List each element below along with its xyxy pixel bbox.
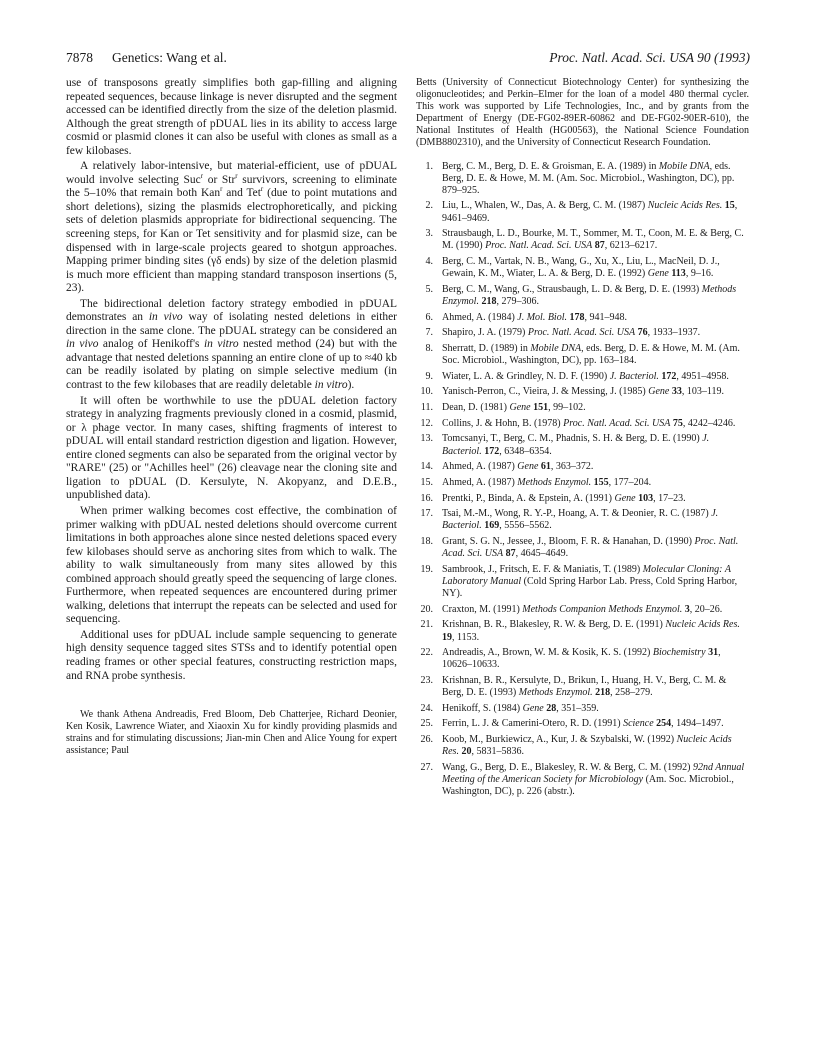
reference-item: 10. Yanisch-Perron, C., Vieira, J. & Messing, J. (1985) Gene 33, 103–119. [420,386,724,398]
reference-item: 6. Ahmed, A. (1984) J. Mol. Biol. 178, 941–948. [425,311,627,323]
reference-item: 1. Berg, C. M., Berg, D. E. & Groisman, E. A. (1989) in Mobile DNA, eds. Berg, D. E. & Howe, M. M. (Am. Soc. Microbiol., Washington, DC), pp. 879–925. [425,160,735,196]
page-header [66,50,750,68]
paragraph-screening: A relatively labor-intensive, but material-efficient, use of pDUAL would involve selecting Suc$^r$ or Str$^r$ survivors, screening to eliminate the 5–10% that remain both Kan$^r$ and Tet$^r$ (due to point mutations and short deletions), sizing the plasmids electrophoretically, and picking sets of deletion plasmids appropriate for bidirectional sequencing. The screening steps, for Kan or Tet sensitivity and for plasmid size, can be dispensed with in large-scale projects geared to shotgun approaches. Mapping primer binding sites (γδ ends) by size of the deletion plasmid is much more efficient than mapping standard transposon insertions (5, 23). [66,160,398,295]
reference-item: 2. Liu, L., Whalen, W., Das, A. & Berg, C. M. (1987) Nucleic Acids Res. 15, 9461–9469. [425,200,738,224]
paragraph-additional-uses: Additional uses for pDUAL include sample sequencing to generate high density sequence tagged sites STSs and to identify potential open reading frames or other special features, constructing restriction maps, and RNA probe synthesis. [66,628,397,682]
reference-item: 12. Collins, J. & Hohn, B. (1978) Proc. Natl. Acad. Sci. USA 75, 4242–4246. [420,417,736,429]
reference-item: 26. Koob, M., Burkiewicz, A., Kur, J. & Szybalski, W. (1992) Nucleic Acids Res. 20, 5831–5836. [420,734,732,758]
reference-item: 17. Tsai, M.-M., Wong, R. Y.-P., Hoang, A. T. & Deonier, R. C. (1987) J. Bacteriol. 169, 5556–5562. [420,508,719,532]
reference-list [416,161,749,799]
reference-item: 13. Tomcsanyi, T., Berg, C. M., Phadnis, S. H. & Berg, D. E. (1990) J. Bacteriol. 172, 6348–6354. [420,433,710,457]
left-column [66,77,397,757]
reference-item: 14. Ahmed, A. (1987) Gene 61, 363–372. [420,461,594,473]
paragraph-primer-walking: When primer walking becomes cost effective, the combination of primer walking with pDUAL nested deletions should overcome current limitations in both approaches alone since nested deletions spaced every few kilobases should serve as anchoring sites from which to walk. The ability to walk simultaneously from many sites allowed by this combined approach should greatly speed the sequencing of large clones. Furthermore, when repeated sequences are encountered during primer walking, deletions that interrupt the repeats can be selected and used for sequencing. [66,504,397,626]
reference-item: 15. Ahmed, A. (1987) Methods Enzymol. 155, 177–204. [420,476,652,488]
reference-item: 5. Berg, C. M., Wang, G., Strausbaugh, L. D. & Berg, D. E. (1993) Methods Enzymol. 218, 279–306. [425,283,737,307]
acknowledgments-continued: Betts (University of Connecticut Biotechnology Center) for synthesizing the oligonucleotides; and Perkin–Elmer for the loan of a model 480 thermal cycler. This work was supported by Life Technologies, Inc., and by grants from the Department of Energy (DE-FG02-89ER-60862 and DE-FG02-90ER-610), the National Institutes of Health (HG00563), the National Science Foundation (DMB8802310), and the University of Connecticut Research Foundation. [416,77,749,149]
right-column [416,77,749,802]
reference-item: 22. Andreadis, A., Brown, W. M. & Kosik, K. S. (1992) Biochemistry 31, 10626–10633. [420,647,721,671]
reference-item: 7. Shapiro, J. A. (1979) Proc. Natl. Acad. Sci. USA 76, 1933–1937. [425,327,701,339]
reference-item: 18. Grant, S. G. N., Jessee, J., Bloom, F. R. & Hanahan, D. (1990) Proc. Natl. Acad. Sci. USA 87, 4645–4649. [420,536,739,560]
reference-item: 27. Wang, G., Berg, D. E., Blakesley, R. W. & Berg, C. M. (1992) 92nd Annual Meeting of the American Society for Microbiology (Am. Soc. Microbiol., Washington, DC), p. 226 (abstr.). [420,761,745,798]
reference-item: 25. Ferrin, L. J. & Camerini-Otero, R. D. (1991) Science 254, 1494–1497. [420,718,724,730]
reference-item: 4. Berg, C. M., Vartak, N. B., Wang, G., Xu, X., Liu, L., MacNeil, D. J., Gewain, K. M., Wiater, L. A. & Berg, D. E. (1992) Gene 113, 9–16. [425,256,720,280]
section-title: Genetics: Wang et al. [112,50,227,65]
reference-item: 19. Sambrook, J., Fritsch, E. F. & Maniatis, T. (1989) Molecular Cloning: A Laboratory Manual (Cold Spring Harbor Lab. Press, Cold Spring Harbor, NY). [420,563,738,600]
journal-citation: Proc. Natl. Acad. Sci. USA 90 (1993) [549,50,750,65]
reference-item: 20. Craxton, M. (1991) Methods Companion Methods Enzymol. 3, 20–26. [420,603,723,615]
reference-item: 23. Krishnan, B. R., Kersulyte, D., Brikun, I., Huang, H. V., Berg, C. M. & Berg, D. E. (1993) Methods Enzymol. 218, 258–279. [420,675,727,699]
paragraph-deletion-factory: The bidirectional deletion factory strategy embodied in pDUAL demonstrates an in vivo way of isolating nested deletions in either direction in the same clone. The pDUAL strategy can be considered an in vivo analog of Henikoff's in vitro nested method (24) but with the advantage that nested deletions spanning an entire clone of up to ≈40 kb can be readily isolated by plating on simple selective medium (in contrast to the few kilobases that are readily deletable in vitro). [66,297,397,392]
reference-item: 3. Strausbaugh, L. D., Bourke, M. T., Sommer, M. T., Coon, M. E. & Berg, C. M. (1990) Proc. Natl. Acad. Sci. USA 87, 6213–6217. [425,228,744,252]
reference-item: 11. Dean, D. (1981) Gene 151, 99–102. [420,402,586,414]
reference-item: 8. Sherratt, D. (1989) in Mobile DNA, eds. Berg, D. E. & Howe, M. M. (Am. Soc. Microbiol., Washington, DC), pp. 163–184. [425,342,740,367]
page-number: 7878 [66,50,93,65]
paragraph-transposons: use of transposons greatly simplifies both gap-filling and aligning repeated sequences, because linkage is never disrupted and the segment accessed can be identified directly from the size of the deletion plasmid. Although the great strength of pDUAL lies in its ability to access large cosmid or plasmid clones it can also be useful with clones as small as a few kilobases. [66,77,397,157]
acknowledgments: We thank Athena Andreadis, Fred Bloom, Deb Chatterjee, Richard Deonier, Ken Kosik, Lawrence Wiater, and Xiaoxin Xu for kindly providing plasmids and strains and for stimulating discussions; Jian-min Chen and Alice Young for expert assistance; Paul [66,709,397,757]
reference-item: 9. Wiater, L. A. & Grindley, N. D. F. (1990) J. Bacteriol. 172, 4951–4958. [425,370,729,382]
paragraph-vectors: It will often be worthwhile to use the pDUAL deletion factory strategy in analyzing fragments previously cloned in a cosmid, plasmid, or λ phage vector. In many cases, shifting fragments of interest to pDUAL will entail standard restriction digestion and ligation. However, entire cloned segments can also be separated from the original vector by "RARE" (25) or "Achilles heel" (26) cleavage near the cloning site and ligation to pDUAL (D. Kersulyte, N. Akopyanz, and D.E.B., unpublished data). [66,394,397,502]
reference-item: 21. Krishnan, B. R., Blakesley, R. W. & Berg, D. E. (1991) Nucleic Acids Res. 19, 1153. [420,619,740,643]
reference-item: 24. Henikoff, S. (1984) Gene 28, 351–359. [420,702,599,714]
reference-item: 16. Prentki, P., Binda, A. & Epstein, A. (1991) Gene 103, 17–23. [420,492,686,504]
